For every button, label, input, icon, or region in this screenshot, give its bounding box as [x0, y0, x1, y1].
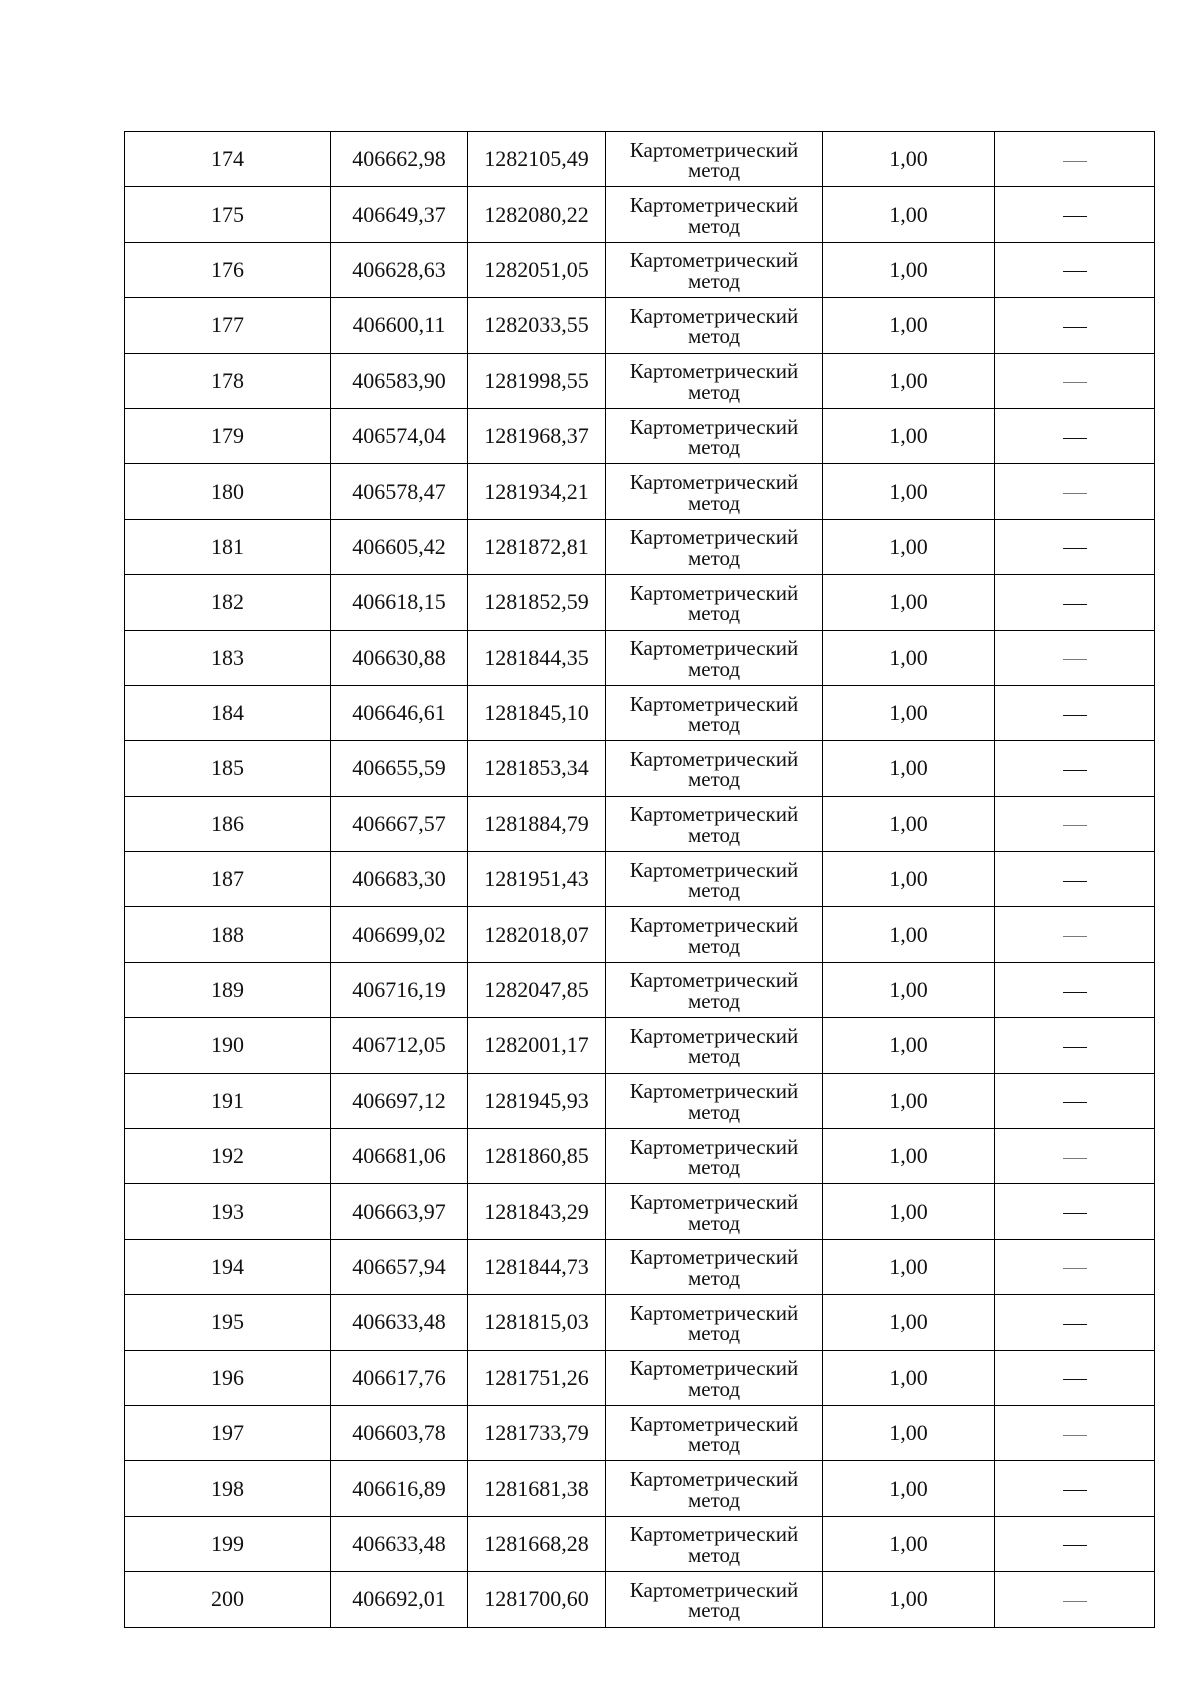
point-number-cell: 174 — [125, 132, 331, 187]
y-coordinate-cell: 1281884,79 — [468, 796, 606, 851]
accuracy-cell: 1,00 — [823, 519, 995, 574]
method-line-1: Картометрический — [629, 359, 799, 384]
accuracy-cell: 1,00 — [823, 1350, 995, 1405]
method-cell — [606, 907, 823, 962]
table-row — [125, 1350, 1155, 1405]
method-cell — [606, 796, 823, 851]
accuracy-cell: 1,00 — [823, 1184, 995, 1239]
method-line-2: метод — [687, 435, 741, 460]
dash-mark — [1063, 161, 1087, 162]
dash-cell — [995, 1018, 1155, 1073]
dash-cell — [995, 187, 1155, 242]
point-number-cell: 183 — [125, 630, 331, 685]
dash-cell — [995, 741, 1155, 796]
method-cell — [606, 408, 823, 463]
method-cell — [606, 1184, 823, 1239]
method-line-2: метод — [687, 989, 741, 1014]
dash-cell — [995, 1184, 1155, 1239]
method-line-1: Картометрический — [629, 1190, 799, 1215]
method-line-2: метод — [687, 1598, 741, 1623]
method-line-1: Картометрический — [629, 1411, 799, 1436]
table-row — [125, 685, 1155, 740]
accuracy-cell: 1,00 — [823, 630, 995, 685]
dash-mark — [1063, 1435, 1087, 1436]
y-coordinate-cell: 1281733,79 — [468, 1405, 606, 1460]
table-row — [125, 852, 1155, 907]
method-cell — [606, 962, 823, 1017]
x-coordinate-cell: 406574,04 — [331, 408, 468, 463]
method-cell — [606, 353, 823, 408]
point-number-cell: 195 — [125, 1295, 331, 1350]
dash-cell — [995, 408, 1155, 463]
table-row — [125, 1018, 1155, 1073]
method-line-2: метод — [687, 1210, 741, 1235]
x-coordinate-cell: 406618,15 — [331, 575, 468, 630]
method-line-2: метод — [687, 490, 741, 515]
method-line-1: Картометрический — [629, 1134, 799, 1159]
table-row — [125, 962, 1155, 1017]
method-cell — [606, 685, 823, 740]
dash-mark — [1063, 715, 1087, 716]
dash-mark — [1063, 992, 1087, 993]
x-coordinate-cell: 406663,97 — [331, 1184, 468, 1239]
method-cell — [606, 519, 823, 574]
y-coordinate-cell: 1281700,60 — [468, 1572, 606, 1627]
accuracy-cell: 1,00 — [823, 685, 995, 740]
method-cell — [606, 1239, 823, 1294]
dash-mark — [1063, 825, 1087, 826]
dash-cell — [995, 242, 1155, 297]
dash-cell — [995, 685, 1155, 740]
x-coordinate-cell: 406683,30 — [331, 852, 468, 907]
x-coordinate-cell: 406605,42 — [331, 519, 468, 574]
method-line-1: Картометрический — [629, 1079, 799, 1104]
point-number-cell: 182 — [125, 575, 331, 630]
point-number-cell: 189 — [125, 962, 331, 1017]
method-line-2: метод — [687, 601, 741, 626]
dash-cell — [995, 132, 1155, 187]
dash-cell — [995, 298, 1155, 353]
dash-cell — [995, 1295, 1155, 1350]
method-line-1: Картометрический — [629, 913, 799, 938]
x-coordinate-cell: 406692,01 — [331, 1572, 468, 1627]
dash-mark — [1063, 216, 1087, 217]
method-line-1: Картометрический — [629, 469, 799, 494]
method-line-1: Картометрический — [629, 968, 799, 993]
accuracy-cell: 1,00 — [823, 298, 995, 353]
point-number-cell: 181 — [125, 519, 331, 574]
accuracy-cell: 1,00 — [823, 464, 995, 519]
method-cell — [606, 298, 823, 353]
y-coordinate-cell: 1281852,59 — [468, 575, 606, 630]
y-coordinate-cell: 1281815,03 — [468, 1295, 606, 1350]
method-line-2: метод — [687, 1432, 741, 1457]
x-coordinate-cell: 406630,88 — [331, 630, 468, 685]
y-coordinate-cell: 1281872,81 — [468, 519, 606, 574]
dash-cell — [995, 907, 1155, 962]
y-coordinate-cell: 1281945,93 — [468, 1073, 606, 1128]
x-coordinate-cell: 406616,89 — [331, 1461, 468, 1516]
method-line-2: метод — [687, 324, 741, 349]
y-coordinate-cell: 1282047,85 — [468, 962, 606, 1017]
method-cell — [606, 852, 823, 907]
accuracy-cell: 1,00 — [823, 1572, 995, 1627]
method-cell — [606, 1295, 823, 1350]
method-line-2: метод — [687, 1099, 741, 1124]
accuracy-cell: 1,00 — [823, 1129, 995, 1184]
method-line-1: Картометрический — [629, 746, 799, 771]
y-coordinate-cell: 1281968,37 — [468, 408, 606, 463]
dash-mark — [1063, 881, 1087, 882]
accuracy-cell: 1,00 — [823, 796, 995, 851]
method-line-1: Картометрический — [629, 636, 799, 661]
method-cell — [606, 1461, 823, 1516]
accuracy-cell: 1,00 — [823, 741, 995, 796]
table-row — [125, 1073, 1155, 1128]
table-row — [125, 1516, 1155, 1571]
point-number-cell: 175 — [125, 187, 331, 242]
x-coordinate-cell: 406699,02 — [331, 907, 468, 962]
dash-mark — [1063, 1102, 1087, 1103]
point-number-cell: 193 — [125, 1184, 331, 1239]
dash-mark — [1063, 382, 1087, 383]
accuracy-cell: 1,00 — [823, 1018, 995, 1073]
accuracy-cell: 1,00 — [823, 962, 995, 1017]
method-cell — [606, 1018, 823, 1073]
dash-mark — [1063, 1601, 1087, 1602]
method-line-2: метод — [687, 1044, 741, 1069]
accuracy-cell: 1,00 — [823, 353, 995, 408]
method-line-2: метод — [687, 822, 741, 847]
dash-mark — [1063, 1379, 1087, 1380]
point-number-cell: 200 — [125, 1572, 331, 1627]
point-number-cell: 179 — [125, 408, 331, 463]
y-coordinate-cell: 1281668,28 — [468, 1516, 606, 1571]
table-row — [125, 1461, 1155, 1516]
x-coordinate-cell: 406583,90 — [331, 353, 468, 408]
method-line-1: Картометрический — [629, 691, 799, 716]
method-cell — [606, 132, 823, 187]
dash-mark — [1063, 1158, 1087, 1159]
method-line-2: метод — [687, 379, 741, 404]
x-coordinate-cell: 406578,47 — [331, 464, 468, 519]
point-number-cell: 199 — [125, 1516, 331, 1571]
y-coordinate-cell: 1282018,07 — [468, 907, 606, 962]
y-coordinate-cell: 1281843,29 — [468, 1184, 606, 1239]
table-row — [125, 1572, 1155, 1627]
method-line-1: Картометрический — [629, 525, 799, 550]
dash-cell — [995, 1461, 1155, 1516]
y-coordinate-cell: 1282033,55 — [468, 298, 606, 353]
dash-mark — [1063, 770, 1087, 771]
x-coordinate-cell: 406655,59 — [331, 741, 468, 796]
dash-mark — [1063, 936, 1087, 937]
accuracy-cell: 1,00 — [823, 132, 995, 187]
y-coordinate-cell: 1281845,10 — [468, 685, 606, 740]
method-line-2: метод — [687, 1266, 741, 1290]
method-cell — [606, 1572, 823, 1627]
dash-cell — [995, 519, 1155, 574]
method-line-2: метод — [687, 545, 741, 570]
dash-mark — [1063, 438, 1087, 439]
accuracy-cell: 1,00 — [823, 408, 995, 463]
accuracy-cell: 1,00 — [823, 242, 995, 297]
x-coordinate-cell: 406633,48 — [331, 1295, 468, 1350]
x-coordinate-cell: 406712,05 — [331, 1018, 468, 1073]
method-cell — [606, 187, 823, 242]
dash-mark — [1063, 1047, 1087, 1048]
dash-mark — [1063, 604, 1087, 605]
method-line-1: Картометрический — [629, 137, 799, 162]
accuracy-cell: 1,00 — [823, 1461, 995, 1516]
point-number-cell: 190 — [125, 1018, 331, 1073]
point-number-cell: 187 — [125, 852, 331, 907]
method-line-1: Картометрический — [629, 1356, 799, 1381]
dash-cell — [995, 1350, 1155, 1405]
accuracy-cell: 1,00 — [823, 187, 995, 242]
table-row — [125, 464, 1155, 519]
point-number-cell: 197 — [125, 1405, 331, 1460]
method-cell — [606, 1073, 823, 1128]
dash-cell — [995, 1572, 1155, 1627]
x-coordinate-cell: 406649,37 — [331, 187, 468, 242]
method-line-1: Картометрический — [629, 857, 799, 882]
table-row — [125, 796, 1155, 851]
dash-cell — [995, 1129, 1155, 1184]
x-coordinate-cell: 406603,78 — [331, 1405, 468, 1460]
y-coordinate-cell: 1281934,21 — [468, 464, 606, 519]
x-coordinate-cell: 406628,63 — [331, 242, 468, 297]
method-line-1: Картометрический — [629, 1023, 799, 1048]
method-line-2: метод — [687, 268, 741, 293]
table-row — [125, 187, 1155, 242]
accuracy-cell: 1,00 — [823, 1516, 995, 1571]
dash-cell — [995, 353, 1155, 408]
dash-cell — [995, 852, 1155, 907]
y-coordinate-cell: 1281681,38 — [468, 1461, 606, 1516]
point-number-cell: 185 — [125, 741, 331, 796]
table-row — [125, 132, 1155, 187]
method-line-1: Картометрический — [629, 193, 799, 217]
x-coordinate-cell: 406662,98 — [331, 132, 468, 187]
point-number-cell: 192 — [125, 1129, 331, 1184]
dash-mark — [1063, 271, 1087, 272]
x-coordinate-cell: 406697,12 — [331, 1073, 468, 1128]
method-cell — [606, 575, 823, 630]
dash-cell — [995, 962, 1155, 1017]
point-number-cell: 180 — [125, 464, 331, 519]
accuracy-cell: 1,00 — [823, 575, 995, 630]
table-row — [125, 1184, 1155, 1239]
method-line-2: метод — [687, 1155, 741, 1180]
dash-mark — [1063, 493, 1087, 494]
y-coordinate-cell: 1281844,35 — [468, 630, 606, 685]
point-number-cell: 191 — [125, 1073, 331, 1128]
table-row — [125, 907, 1155, 962]
method-line-1: Картометрический — [629, 248, 799, 273]
method-line-2: метод — [687, 158, 741, 183]
x-coordinate-cell: 406633,48 — [331, 1516, 468, 1571]
point-number-cell: 176 — [125, 242, 331, 297]
accuracy-cell: 1,00 — [823, 1295, 995, 1350]
x-coordinate-cell: 406646,61 — [331, 685, 468, 740]
y-coordinate-cell: 1281998,55 — [468, 353, 606, 408]
method-cell — [606, 1516, 823, 1571]
method-line-1: Картометрический — [629, 1522, 799, 1547]
method-line-1: Картометрический — [629, 1577, 799, 1602]
method-cell — [606, 464, 823, 519]
table-row — [125, 353, 1155, 408]
method-line-2: метод — [687, 1376, 741, 1401]
table-row — [125, 741, 1155, 796]
method-line-2: метод — [687, 213, 741, 238]
method-line-1: Картометрический — [629, 1300, 799, 1325]
table-row — [125, 1239, 1155, 1294]
dash-mark — [1063, 1324, 1087, 1325]
y-coordinate-cell: 1281751,26 — [468, 1350, 606, 1405]
accuracy-cell: 1,00 — [823, 1073, 995, 1128]
method-cell — [606, 242, 823, 297]
method-cell — [606, 741, 823, 796]
table-row — [125, 408, 1155, 463]
point-number-cell: 184 — [125, 685, 331, 740]
x-coordinate-cell: 406667,57 — [331, 796, 468, 851]
point-number-cell: 186 — [125, 796, 331, 851]
point-number-cell: 178 — [125, 353, 331, 408]
dash-mark — [1063, 1490, 1087, 1491]
x-coordinate-cell: 406600,11 — [331, 298, 468, 353]
method-cell — [606, 630, 823, 685]
dash-mark — [1063, 659, 1087, 660]
dash-mark — [1063, 1213, 1087, 1214]
method-line-2: метод — [687, 712, 741, 737]
method-line-1: Картометрический — [629, 414, 799, 439]
dash-cell — [995, 575, 1155, 630]
accuracy-cell: 1,00 — [823, 1405, 995, 1460]
method-line-1: Картометрический — [629, 580, 799, 605]
accuracy-cell: 1,00 — [823, 1239, 995, 1294]
dash-mark — [1063, 548, 1087, 549]
method-cell — [606, 1350, 823, 1405]
x-coordinate-cell: 406617,76 — [331, 1350, 468, 1405]
x-coordinate-cell: 406681,06 — [331, 1129, 468, 1184]
method-cell — [606, 1405, 823, 1460]
method-line-2: метод — [687, 1321, 741, 1346]
table-row — [125, 630, 1155, 685]
dash-mark — [1063, 1545, 1087, 1546]
point-number-cell: 194 — [125, 1239, 331, 1294]
accuracy-cell: 1,00 — [823, 907, 995, 962]
method-line-2: метод — [687, 656, 741, 681]
method-line-1: Картометрический — [629, 1245, 799, 1270]
dash-cell — [995, 630, 1155, 685]
coordinates-table — [124, 131, 1155, 1628]
method-line-2: метод — [687, 878, 741, 903]
method-line-1: Картометрический — [629, 802, 799, 827]
table-row — [125, 1129, 1155, 1184]
dash-cell — [995, 1239, 1155, 1294]
dash-cell — [995, 1073, 1155, 1128]
x-coordinate-cell: 406716,19 — [331, 962, 468, 1017]
method-line-1: Картометрический — [629, 1466, 799, 1491]
accuracy-cell: 1,00 — [823, 852, 995, 907]
method-line-2: метод — [687, 767, 741, 792]
y-coordinate-cell: 1282001,17 — [468, 1018, 606, 1073]
table-row — [125, 575, 1155, 630]
dash-cell — [995, 796, 1155, 851]
method-line-2: метод — [687, 933, 741, 958]
point-number-cell: 188 — [125, 907, 331, 962]
y-coordinate-cell: 1281844,73 — [468, 1239, 606, 1294]
method-line-2: метод — [687, 1542, 741, 1567]
y-coordinate-cell: 1281951,43 — [468, 852, 606, 907]
dash-cell — [995, 1516, 1155, 1571]
method-cell — [606, 1129, 823, 1184]
y-coordinate-cell: 1281853,34 — [468, 741, 606, 796]
dash-mark — [1063, 1268, 1087, 1269]
method-line-2: метод — [687, 1487, 741, 1512]
dash-mark — [1063, 327, 1087, 328]
point-number-cell: 198 — [125, 1461, 331, 1516]
table-row — [125, 242, 1155, 297]
dash-cell — [995, 1405, 1155, 1460]
y-coordinate-cell: 1282080,22 — [468, 187, 606, 242]
table-row — [125, 519, 1155, 574]
point-number-cell: 177 — [125, 298, 331, 353]
method-line-1: Картометрический — [629, 303, 799, 328]
y-coordinate-cell: 1282051,05 — [468, 242, 606, 297]
table-row — [125, 1405, 1155, 1460]
y-coordinate-cell: 1282105,49 — [468, 132, 606, 187]
point-number-cell: 196 — [125, 1350, 331, 1405]
table-row — [125, 298, 1155, 353]
dash-cell — [995, 464, 1155, 519]
y-coordinate-cell: 1281860,85 — [468, 1129, 606, 1184]
table-row — [125, 1295, 1155, 1350]
coordinates-table-body — [125, 132, 1155, 1628]
x-coordinate-cell: 406657,94 — [331, 1239, 468, 1294]
